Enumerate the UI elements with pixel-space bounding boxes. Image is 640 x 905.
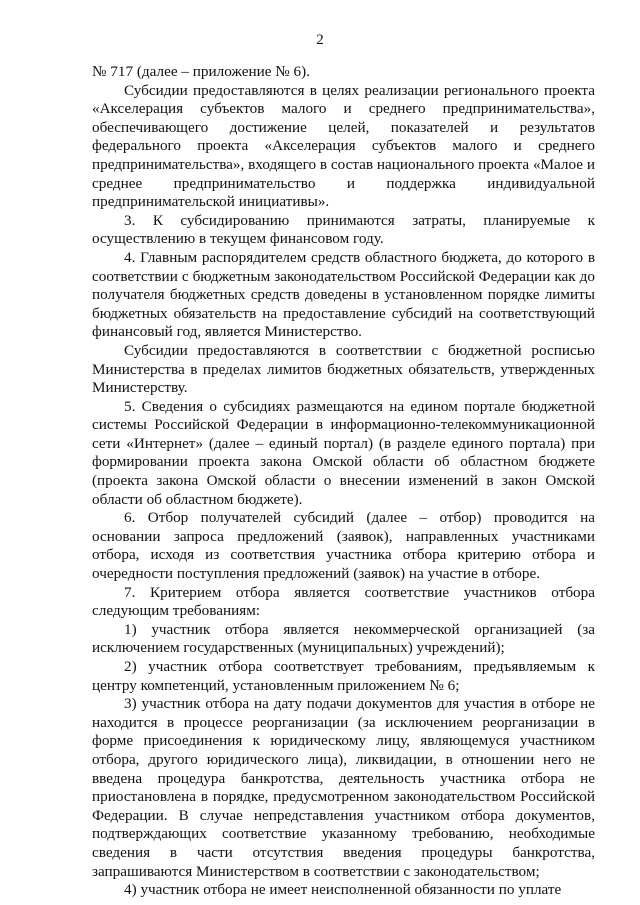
paragraph-subitem-3: 3) участник отбора на дату подачи документов для участия в отборе не находится в процессе реорганизации (за исключением реорганизации в форме присоединения к юридическому лицу, являющемуся участником отбора, другого юридического лица), ликвидации, в отношении него не введена процедура банкротства, деятельность участника отбора не приостановлена в порядке, предусмотренном законодательством Российской Федерации. В случае непредставления участником отбора документов, подтверждающих соответствие указанному требованию, необходимые сведения в части отсутствия введения процедуры банкротства, запрашиваются Министерством в соответствии с законодательством; bbox=[92, 695, 595, 880]
document-body bbox=[92, 63, 595, 900]
paragraph-subitem-1: 1) участник отбора является некоммерческой организацией (за исключением государственных (муниципальных) учреждений); bbox=[92, 620, 595, 657]
page-number: 2 bbox=[316, 32, 324, 48]
paragraph-continuation: № 717 (далее – приложение № 6). bbox=[92, 63, 310, 80]
paragraph-item-5: 5. Сведения о субсидиях размещаются на едином портале бюджетной системы Российской Федерации в информационно-телекоммуникационной сети «Интернет» (далее – единый портал) (в разделе единого портала) при формировании проекта закона Омской области об областном бюджете (проекта закона Омской области о внесении изменений в закон Омской области об областном бюджете). bbox=[92, 397, 595, 508]
paragraph-subsidy-purpose: Субсидии предоставляются в целях реализации регионального проекта «Акселерация субъектов малого и среднего предпринимательства», обеспечивающего достижение целей, показателей и результатов федерального проекта «Акселерация субъектов малого и среднего предпринимательства», входящего в состав национального проекта «Малое и среднее предпринимательство и поддержка индивидуальной предпринимательской инициативы». bbox=[92, 81, 595, 211]
paragraph-item-6: 6. Отбор получателей субсидий (далее – отбор) проводится на основании запроса предложений (заявок), направленных участниками отбора, исходя из соответствия участника отбора критерию отбора и очередности поступления предложений (заявок) на участие в отборе. bbox=[92, 509, 595, 583]
paragraph-item-3: 3. К субсидированию принимаются затраты, планируемые к осуществлению в текущем финансовом году. bbox=[92, 211, 595, 248]
paragraph-subitem-2: 2) участник отбора соответствует требованиям, предъявляемым к центру компетенций, установленным приложением № 6; bbox=[92, 658, 595, 694]
paragraph-budget-list: Субсидии предоставляются в соответствии с бюджетной росписью Министерства в пределах лимитов бюджетных обязательств, утвержденных Министерству. bbox=[92, 341, 595, 397]
paragraph-item-4: 4. Главным распорядителем средств областного бюджета, до которого в соответствии с бюджетным законодательством Российской Федерации как до получателя бюджетных средств доведены в установленном порядке лимиты бюджетных обязательств на предоставление субсидий на соответствующий финансовый год, является Министерство. bbox=[92, 248, 595, 341]
paragraph-item-7: 7. Критерием отбора является соответствие участников отбора следующим требованиям: bbox=[92, 583, 595, 620]
paragraph-subitem-4: 4) участник отбора не имеет неисполненной обязанности по уплате bbox=[124, 881, 562, 899]
